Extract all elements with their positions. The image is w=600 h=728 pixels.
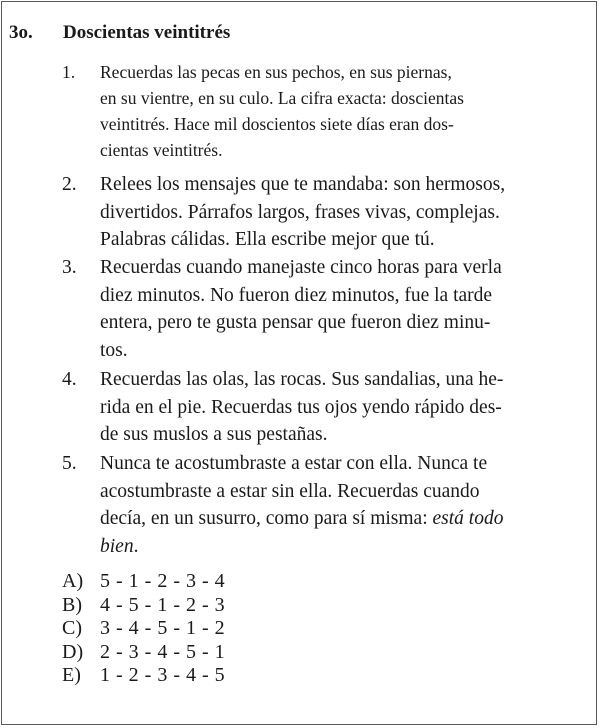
- item-number: 4.: [62, 369, 77, 390]
- option-sequence: 5 - 1 - 2 - 3 - 4: [100, 570, 225, 592]
- item-text: [100, 450, 590, 560]
- item-line: de sus muslos a sus pestañas.: [100, 424, 328, 445]
- item-line: acostumbraste a estar sin ella. Recuerdas cuando: [100, 480, 480, 502]
- item-text: [100, 366, 590, 449]
- item-line: [100, 505, 590, 533]
- item-line: rida en el pie. Recuerdas tus ojos yendo rápido des-: [100, 396, 502, 418]
- item-line: Recuerdas cuando manejaste cinco horas para verla: [100, 257, 502, 278]
- option-letter: A): [62, 570, 84, 592]
- item-number: 5.: [62, 453, 77, 474]
- item-line: diez minutos. No fueron diez minutos, fue la tarde: [100, 284, 493, 306]
- question-title: Doscientas veintitrés: [63, 22, 231, 43]
- option-letter: E): [62, 664, 81, 687]
- item-text: [100, 254, 590, 364]
- italic-text: bien: [100, 535, 134, 557]
- option-letter: C): [62, 617, 82, 640]
- item-line: entera, pero te gusta pensar que fueron diez minu-: [100, 312, 491, 333]
- item-line: Recuerdas las pecas en sus pechos, en sus piernas,: [100, 62, 452, 82]
- item-line-period: .: [133, 535, 139, 557]
- italic-text: está todo: [432, 508, 504, 529]
- item-text: [100, 59, 590, 163]
- option-sequence: 4 - 5 - 1 - 2 - 3: [100, 593, 225, 616]
- item-line: divertidos. Párrafos largos, frases vivas, complejas.: [100, 201, 500, 223]
- item-line: Nunca te acostumbraste a estar con ella. Nunca te: [100, 453, 488, 474]
- option-sequence: 2 - 3 - 4 - 5 - 1: [100, 640, 225, 663]
- item-line: Recuerdas las olas, las rocas. Sus sandalias, una he-: [100, 369, 504, 390]
- item-number: 2.: [62, 174, 77, 195]
- item-line: tos.: [100, 339, 128, 361]
- item-text: [100, 171, 590, 254]
- item-number: 3.: [62, 257, 77, 278]
- item-line: en su vientre, en su culo. La cifra exacta: doscientas: [100, 88, 464, 108]
- question-number: 3o.: [9, 22, 33, 43]
- option-letter: B): [62, 593, 82, 616]
- option-letter: D): [62, 640, 84, 663]
- item-number: 1.: [62, 62, 76, 82]
- item-line: cientas veintitrés.: [100, 140, 223, 160]
- item-line: veintitrés. Hace mil doscientos siete días eran dos-: [100, 114, 454, 134]
- item-line-text: decía, en un susurro, como para sí misma:: [100, 508, 428, 529]
- option-sequence: 1 - 2 - 3 - 4 - 5: [100, 664, 225, 687]
- option-sequence: 3 - 4 - 5 - 1 - 2: [100, 617, 225, 640]
- item-line: [100, 533, 590, 561]
- item-line: Relees los mensajes que te mandaba: son hermosos,: [100, 174, 506, 195]
- item-line: Palabras cálidas. Ella escribe mejor que tú.: [100, 229, 435, 250]
